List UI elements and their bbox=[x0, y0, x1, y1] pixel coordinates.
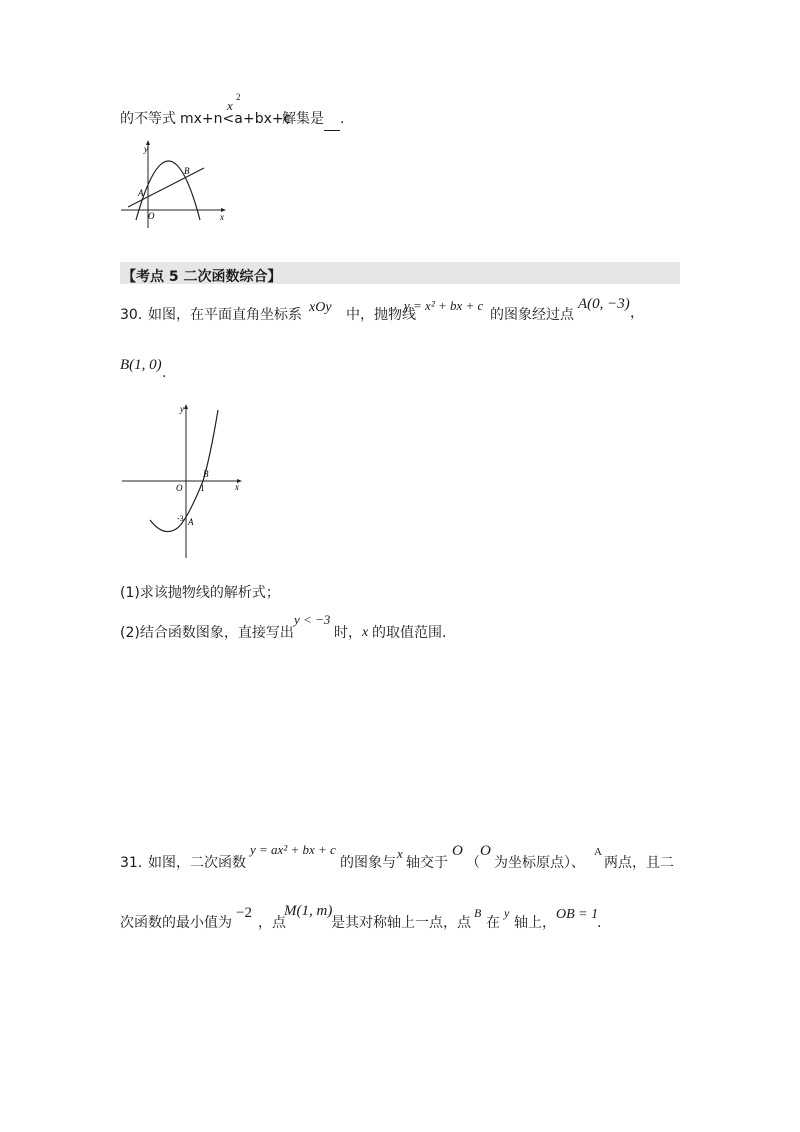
fig2-y-label: y bbox=[180, 404, 184, 414]
fig2-point-b-label: B bbox=[203, 469, 209, 479]
q30-part2-c: 的取值范围. bbox=[372, 625, 447, 641]
fig1-y-label: y bbox=[144, 144, 148, 154]
fig1-x-label: x bbox=[220, 212, 224, 222]
q30-point-b: B(1, 0) bbox=[120, 357, 162, 373]
q31-point-m: M(1, m) bbox=[284, 903, 333, 919]
q30-part2-condition: y < −3 bbox=[294, 612, 331, 627]
q31-text3: 轴交于 bbox=[406, 855, 448, 871]
fig1-point-a-label: A bbox=[138, 188, 144, 198]
q30-period: . bbox=[162, 365, 167, 381]
fig2-point-a-label: A bbox=[188, 517, 194, 527]
fig2-y-arrow bbox=[184, 404, 188, 409]
fig2-x-label: x bbox=[235, 482, 239, 492]
q31-equation: y = ax² + bx + c bbox=[250, 842, 336, 857]
q31-ob: OB = 1 bbox=[556, 907, 599, 922]
q30-text2: 中，抛物线 bbox=[346, 307, 416, 323]
q30-point-a: A(0, −3) bbox=[578, 296, 630, 312]
q31-y: y bbox=[504, 906, 510, 920]
q29-period: . bbox=[340, 111, 345, 127]
q31-text5: 两点，且二 bbox=[604, 855, 674, 871]
q31-text1: 如图，二次函数 bbox=[148, 855, 246, 871]
answer-blank bbox=[324, 112, 340, 131]
fig1-origin-label: O bbox=[148, 211, 155, 221]
q30-part2-b: 时， bbox=[334, 625, 362, 641]
q30-text3: 的图象经过点 bbox=[490, 307, 574, 323]
q31-x: x bbox=[397, 846, 403, 861]
q29-ineq-left: mx+n<a bbox=[180, 111, 243, 127]
q31-b: B bbox=[474, 906, 482, 920]
q30-xoy: xOy bbox=[309, 300, 332, 315]
q31-line2-e: 轴上， bbox=[514, 915, 556, 931]
fig2-tick-neg3: -3 bbox=[177, 514, 184, 523]
q31-number: 31． bbox=[120, 855, 152, 871]
q31-text4: 为坐标原点）、 bbox=[494, 855, 585, 871]
figure-parabola-line bbox=[118, 140, 230, 232]
q30-number: 30． bbox=[120, 307, 152, 323]
q31-min-value: −2 bbox=[236, 905, 252, 921]
q30-equation: y = x² + bx + c bbox=[404, 298, 484, 313]
q31-period: . bbox=[597, 915, 602, 931]
q29-power-var: x bbox=[227, 98, 233, 113]
fig2-origin-label: O bbox=[176, 483, 183, 493]
fig1-parabola bbox=[136, 161, 200, 220]
q31-line2-d: 在 bbox=[486, 915, 500, 931]
q29-power-exp: 2 bbox=[236, 92, 241, 102]
q30-part1: (1)求该抛物线的解析式； bbox=[120, 585, 280, 601]
q30-comma: ， bbox=[630, 305, 644, 321]
q30-text1: 如图，在平面直角坐标系 bbox=[148, 307, 302, 323]
figure-parabola-ab bbox=[118, 402, 248, 562]
q31-a: A bbox=[594, 846, 602, 858]
section-header-title: 【考点 5 二次函数综合】 bbox=[122, 269, 282, 285]
q31-o1: O bbox=[452, 843, 463, 859]
q31-line2-c: 是其对称轴上一点，点 bbox=[331, 915, 471, 931]
fig1-point-b-label: B bbox=[184, 166, 190, 176]
q29-prefix: 的不等式 bbox=[120, 111, 176, 127]
q30-part2-a: (2)结合函数图象，直接写出 bbox=[120, 625, 294, 641]
q29-ineq-right: +bx+c bbox=[243, 111, 292, 127]
q31-paren-open: （ bbox=[466, 855, 480, 871]
q31-line2-b: ，点 bbox=[258, 915, 286, 931]
q29-suffix: 解集是 bbox=[282, 111, 324, 127]
fig2-tick-1: 1 bbox=[200, 483, 205, 493]
q31-o2: O bbox=[480, 843, 491, 859]
q31-line2-a: 次函数的最小值为 bbox=[120, 915, 232, 931]
q31-text2: 的图象与 bbox=[340, 855, 396, 871]
q30-part2-x: x bbox=[362, 625, 369, 640]
